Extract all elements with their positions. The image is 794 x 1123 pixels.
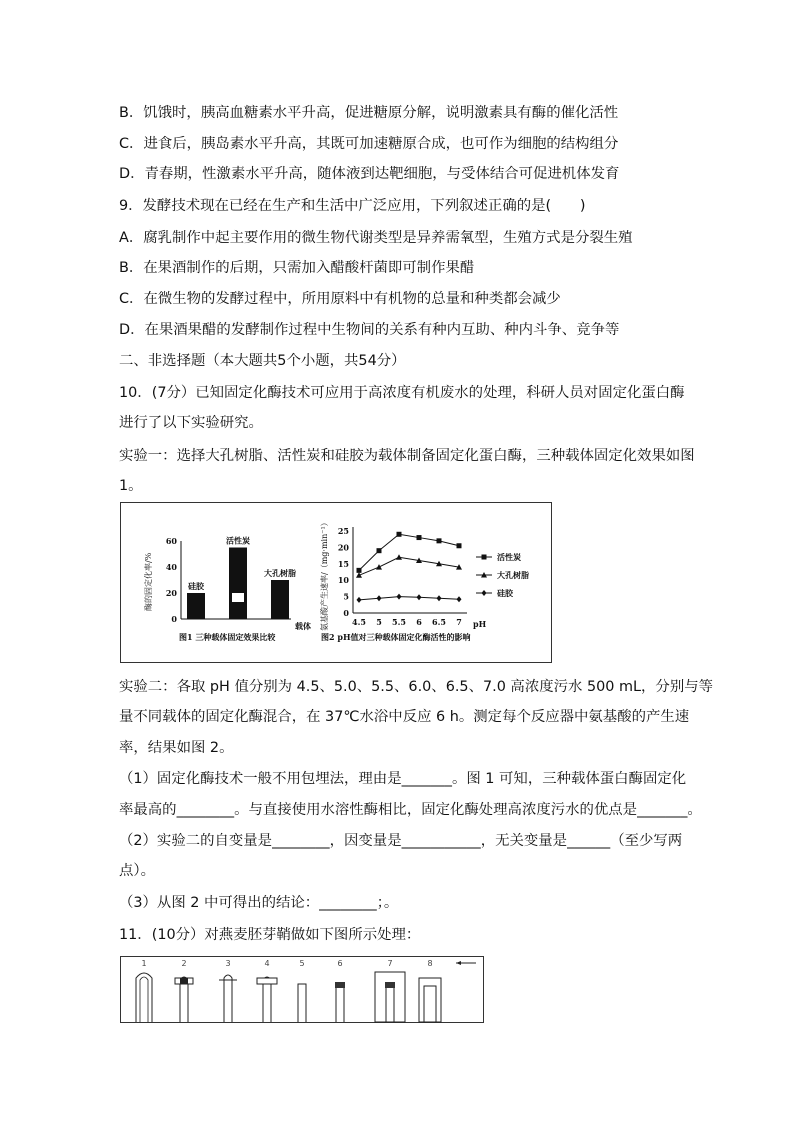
fig2-point (376, 564, 382, 570)
fig1-ytick: 40 (165, 562, 177, 572)
fig1-bar-artifact (232, 593, 244, 602)
q10-sub2-line1: （2）实验二的自变量是________，因变量是___________，无关变量是______（至少写两 (119, 833, 683, 849)
q10-exp2-line1: 实验二：各取 pH 值分别为 4.5、5.0、5.5、6.0、6.5、7.0 高浓度污水 500 mL，分别与等 (119, 679, 713, 695)
fig2-point (417, 535, 422, 540)
figure-box (120, 502, 552, 663)
coleoptile-2-dark (180, 978, 188, 984)
tube-label: 7 (387, 959, 393, 968)
q8-option-d: D．青春期，性激素水平升高，随体液到达靶细胞，与受体结合可促进机体发育 (119, 166, 620, 182)
fig2-series-line (359, 557, 459, 575)
coleoptile-8-box (419, 978, 441, 1022)
fig2-series-line (359, 597, 459, 600)
fig1-ytick: 20 (165, 588, 177, 598)
fig1-ylabel: 酶的固定化率/% (144, 552, 153, 611)
fig2-point (482, 555, 487, 560)
tube-label: 1 (141, 959, 147, 968)
coleoptile-4-cover (257, 978, 277, 984)
coleoptile-figure (120, 956, 484, 1024)
tube-label: 2 (181, 959, 187, 968)
q10-exp1-line1: 实验一：选择大孔树脂、活性炭和硅胶为载体制备固定化蛋白酶，三种载体固定化效果如图 (119, 448, 695, 464)
fig2-point (356, 572, 362, 578)
fig2-title: 图2 pH值对三种载体固定化酶活性的影响 (321, 632, 471, 642)
q10-exp2-line2: 量不同载体的固定化酶混合，在 37℃水浴中反应 6 h。测定每个反应器中氨基酸的产生速 (119, 709, 690, 725)
fig1-ytick: 60 (165, 536, 177, 546)
fig2-point (357, 597, 362, 603)
fig1-bar-label: 大孔树脂 (264, 568, 296, 578)
fig1-bar (271, 580, 289, 619)
fig2-legend-label: 大孔树脂 (497, 570, 529, 580)
coleoptile-8 (424, 986, 436, 1022)
figure-1-bar-chart (143, 536, 311, 643)
coleoptile-svg (120, 956, 484, 1024)
fig2-point (397, 594, 402, 600)
figure-2-line-chart (319, 518, 529, 642)
coleoptile-5 (298, 984, 306, 1022)
q10-exp1-line2: 1。 (119, 478, 143, 494)
q8-option-b: B．饥饿时，胰高血糖素水平升高，促进糖原分解，说明激素具有酶的催化活性 (119, 105, 619, 121)
coleoptile-7-block (385, 982, 395, 988)
fig2-legend-label: 活性炭 (497, 552, 521, 562)
fig1-bar (187, 593, 205, 619)
q11-stem: 11．(10分）对燕麦胚芽鞘做如下图所示处理： (119, 927, 421, 943)
section-header: 二、非选择题（本大题共5个小题，共54分） (119, 353, 406, 369)
fig2-point (457, 596, 462, 602)
fig1-bar-label: 活性炭 (226, 535, 250, 546)
fig2-point (377, 595, 382, 601)
light-arrow-head (456, 961, 461, 965)
fig2-point (377, 548, 382, 553)
fig2-xtick: 5 (376, 617, 382, 627)
coleoptile-6-block (335, 982, 345, 988)
fig2-legend-label: 硅胶 (497, 588, 513, 598)
fig2-point (396, 554, 402, 560)
fig2-xlabel: pH (473, 619, 487, 629)
q10-stem-line1: 10．(7分）已知固定化酶技术可应用于高浓度有机废水的处理，科研人员对固定化蛋白酶 (119, 385, 685, 401)
figures-svg (121, 503, 551, 662)
fig1-xlabel: 载体 (295, 621, 311, 631)
q9-option-c: C．在微生物的发酵过程中，所用原料中有机物的总量和种类都会减少 (119, 291, 561, 307)
fig2-point (482, 590, 487, 596)
q9-option-d: D．在果酒果醋的发酵制作过程中生物间的关系有种内互助、种内斗争、竞争等 (119, 322, 620, 338)
tube-label: 3 (225, 959, 231, 968)
q10-exp2-line3: 率，结果如图 2。 (119, 740, 234, 756)
fig2-point (437, 595, 442, 601)
fig2-ylabel: 氨基酸产生速率/（mg·min⁻¹） (320, 518, 329, 631)
tube-label: 8 (427, 959, 433, 968)
fig2-xtick: 6 (416, 617, 422, 627)
q9-option-a: A．腐乳制作中起主要作用的微生物代谢类型是异养需氧型，生殖方式是分裂生殖 (119, 230, 633, 246)
fig1-ytick: 0 (171, 614, 177, 624)
tube-label: 4 (264, 959, 270, 968)
fig2-ytick: 20 (337, 542, 349, 553)
q10-stem-line2: 进行了以下实验研究。 (119, 415, 263, 431)
fig1-bar-label: 硅胶 (188, 581, 204, 591)
coleoptile-1-inner (140, 977, 148, 1022)
fig2-point (357, 568, 362, 573)
fig2-ytick: 10 (337, 575, 349, 586)
fig2-xtick: 6.5 (432, 617, 446, 627)
fig1-bar (229, 548, 247, 620)
coleoptile-3 (224, 975, 232, 1022)
fig2-ytick: 25 (337, 526, 349, 536)
fig2-point (457, 543, 462, 548)
fig2-ytick: 0 (343, 608, 349, 618)
fig1-title: 图1 三种载体固定效果比较 (179, 632, 276, 642)
coleoptile-7 (386, 986, 394, 1022)
q10-sub1-line2: 率最高的________。与直接使用水溶性酶相比，固定化酶处理高浓度污水的优点是_______。 (119, 802, 702, 818)
fig2-point (417, 594, 422, 600)
q10-sub1-line1: （1）固定化酶技术一般不用包埋法，理由是_______。图 1 可知，三种载体蛋白酶固定化 (119, 771, 687, 787)
q9-stem: 9．发酵技术现在已经在生产和生活中广泛应用，下列叙述正确的是( ) (119, 198, 586, 214)
q8-option-c: C．进食后，胰岛素水平升高，其既可加速糖原合成，也可作为细胞的结构组分 (119, 136, 619, 152)
fig2-xtick: 7 (456, 617, 462, 627)
tube-label: 5 (299, 959, 305, 968)
q10-sub2-line2: 点）。 (119, 863, 155, 879)
coleoptile-1 (136, 973, 152, 1022)
fig2-ytick: 15 (337, 558, 349, 569)
tube-label: 6 (337, 959, 343, 968)
fig2-xtick: 4.5 (352, 617, 366, 627)
q9-option-b: B．在果酒制作的后期，只需加入醋酸杆菌即可制作果醋 (119, 260, 475, 276)
coleoptile-6 (336, 986, 344, 1022)
fig2-point (397, 532, 402, 537)
coleoptile-7-box (375, 972, 405, 1022)
fig2-point (437, 538, 442, 543)
fig2-ytick: 5 (343, 591, 349, 602)
fig2-xtick: 5.5 (392, 617, 406, 627)
q10-sub3: （3）从图 2 中可得出的结论：________；。 (119, 895, 399, 911)
